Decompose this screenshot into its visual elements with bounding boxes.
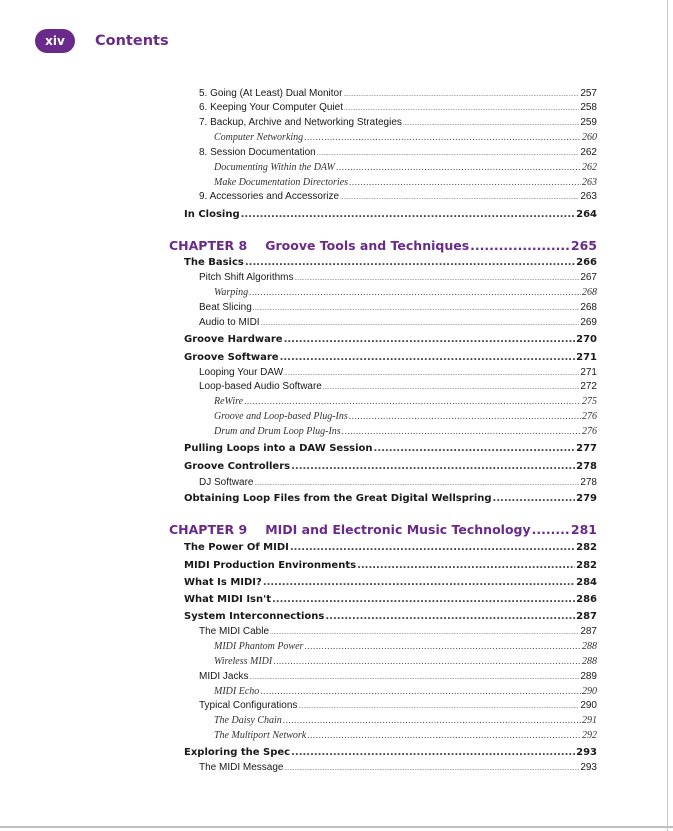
- toc-entry: [199, 302, 597, 313]
- toc-entry: [199, 117, 597, 128]
- toc-entry-title: MIDI Jacks: [199, 671, 249, 682]
- dot-leader: [325, 611, 575, 622]
- toc-page-number: 289: [580, 671, 597, 682]
- dot-leader: [307, 731, 581, 741]
- chapter-title: MIDI and Electronic Music Technology: [265, 522, 531, 537]
- toc-entry-title: Audio to MIDI: [199, 317, 260, 328]
- toc-entry: [199, 671, 597, 682]
- toc-entry: [199, 147, 597, 158]
- dot-leader: [291, 461, 575, 472]
- toc-entry: [184, 493, 597, 504]
- toc-page-number: 286: [576, 594, 597, 605]
- dot-leader: [304, 133, 581, 143]
- dot-leader: [241, 209, 576, 220]
- toc-entry-title: 9. Accessories and Accessorize: [199, 191, 340, 202]
- toc-entry-title: Make Documentation Directories: [214, 177, 349, 188]
- toc-entry-title: Groove Hardware: [184, 334, 283, 345]
- toc-entry-title: 5. Going (At Least) Dual Monitor: [199, 88, 343, 99]
- toc-entry: [184, 594, 597, 605]
- chapter-heading: [169, 239, 469, 253]
- toc-page-number: 293: [576, 747, 597, 758]
- toc-page-number: 271: [580, 367, 597, 378]
- dot-leader: [304, 642, 581, 652]
- dot-leader: [294, 276, 579, 283]
- dot-leader: [470, 239, 570, 253]
- toc-page-number: 282: [576, 542, 597, 553]
- toc-page-number: 258: [580, 102, 597, 113]
- toc-chapter-row: [169, 523, 597, 537]
- chapter-number: CHAPTER 8: [169, 238, 248, 253]
- toc-entry: [184, 257, 597, 268]
- page-edge: [667, 0, 668, 831]
- toc-entry-title: Obtaining Loop Files from the Great Digital Wellspring: [184, 493, 492, 504]
- toc-page-number: 287: [580, 626, 597, 637]
- dot-leader: [261, 321, 580, 328]
- toc-entry-title: Beat Slicing: [199, 302, 252, 313]
- toc-page-number: 266: [576, 257, 597, 268]
- toc-page-number: 257: [580, 88, 597, 99]
- toc-entry-title: MIDI Echo: [214, 686, 260, 697]
- dot-leader: [493, 493, 576, 504]
- toc-entry: [214, 715, 597, 726]
- toc-entry: [199, 367, 597, 378]
- toc-page-number: 263: [582, 177, 597, 188]
- toc-page-number: 290: [580, 700, 597, 711]
- toc-entry-title: The MIDI Cable: [199, 626, 270, 637]
- dot-leader: [343, 92, 579, 99]
- toc-page-number: 265: [570, 238, 597, 253]
- toc-entry-title: MIDI Phantom Power: [214, 641, 304, 652]
- dot-leader: [245, 257, 575, 268]
- toc-entry-title: The Multiport Network: [214, 730, 307, 741]
- toc-page-number: 264: [576, 209, 597, 220]
- dot-leader: [323, 385, 579, 392]
- toc-page-number: 278: [576, 461, 597, 472]
- toc-entry-title: MIDI Production Environments: [184, 560, 357, 571]
- toc-entry-title: Groove and Loop-based Plug-Ins: [214, 411, 348, 422]
- dot-leader: [263, 577, 575, 588]
- toc-entry-title: Groove Software: [184, 352, 279, 363]
- toc-entry-title: Groove Controllers: [184, 461, 291, 472]
- toc-entry-title: The Daisy Chain: [214, 715, 282, 726]
- toc-page-number: 267: [580, 272, 597, 283]
- toc-page-number: 259: [580, 117, 597, 128]
- dot-leader: [357, 560, 575, 571]
- toc-entry-title: What MIDI Isn't: [184, 594, 271, 605]
- dot-leader: [273, 657, 581, 667]
- toc-entry: [214, 641, 597, 652]
- toc-page-number: 271: [576, 352, 597, 363]
- toc-page-number: 268: [582, 287, 597, 298]
- toc-page-number: 262: [582, 162, 597, 173]
- toc-entry: [214, 287, 597, 298]
- toc-page-number: 269: [580, 317, 597, 328]
- toc-entry: [199, 762, 597, 773]
- page-number-badge: xiv: [35, 29, 75, 53]
- dot-leader: [260, 687, 581, 697]
- toc-page-number: 278: [580, 477, 597, 488]
- toc-entry: [214, 177, 597, 188]
- dot-leader: [290, 542, 575, 553]
- running-head-title: Contents: [95, 33, 169, 49]
- dot-leader: [270, 630, 579, 637]
- toc-entry: [214, 686, 597, 697]
- toc-page-number: 260: [582, 132, 597, 143]
- toc-entry-title: Computer Networking: [214, 132, 304, 143]
- dot-leader: [317, 151, 580, 158]
- toc-entry-title: ReWire: [214, 396, 244, 407]
- toc-page-number: 288: [582, 656, 597, 667]
- toc-entry: [184, 334, 597, 345]
- toc-entry-title: Warping: [214, 287, 249, 298]
- toc-page-number: 287: [576, 611, 597, 622]
- toc-page-number: 263: [580, 191, 597, 202]
- toc-entry: [214, 426, 597, 437]
- toc-page-number: 281: [570, 522, 597, 537]
- toc-page-number: 275: [582, 396, 597, 407]
- toc-entry-title: Drum and Drum Loop Plug-Ins: [214, 426, 341, 437]
- toc-entry: [184, 443, 597, 454]
- page-header: [35, 29, 169, 53]
- toc-entry: [184, 560, 597, 571]
- dot-leader: [283, 716, 581, 726]
- toc-page-number: 279: [576, 493, 597, 504]
- dot-leader: [272, 594, 575, 605]
- toc-page-number: 262: [580, 147, 597, 158]
- toc-page-number: 276: [582, 426, 597, 437]
- toc-page-number: 292: [582, 730, 597, 741]
- dot-leader: [249, 288, 581, 298]
- dot-leader: [403, 121, 579, 128]
- toc-entry: [214, 396, 597, 407]
- page-edge: [0, 826, 673, 828]
- toc-entry-title: 7. Backup, Archive and Networking Strategies: [199, 117, 402, 128]
- toc-page-number: 277: [576, 443, 597, 454]
- toc-page-number: 282: [576, 560, 597, 571]
- toc-entry-title: What Is MIDI?: [184, 577, 262, 588]
- toc-page-number: 272: [580, 381, 597, 392]
- dot-leader: [284, 334, 576, 345]
- toc-entry-title: Looping Your DAW: [199, 367, 284, 378]
- toc-entry: [184, 611, 597, 622]
- toc-entry: [199, 272, 597, 283]
- toc-page-number: 293: [580, 762, 597, 773]
- toc-entry: [214, 411, 597, 422]
- toc-page-number: 268: [580, 302, 597, 313]
- dot-leader: [284, 766, 579, 773]
- chapter-title: Groove Tools and Techniques: [265, 238, 470, 253]
- toc-page-number: 276: [582, 411, 597, 422]
- toc-entry: [214, 132, 597, 143]
- toc-page-number: 291: [582, 715, 597, 726]
- toc-entry: [184, 747, 597, 758]
- toc-page-number: 270: [576, 334, 597, 345]
- toc-entry: [199, 381, 597, 392]
- toc-entry-title: Pulling Loops into a DAW Session: [184, 443, 373, 454]
- toc-entry-title: The Power Of MIDI: [184, 542, 289, 553]
- toc-entry-title: Typical Configurations: [199, 700, 298, 711]
- dot-leader: [344, 106, 579, 113]
- toc-entry: [214, 656, 597, 667]
- dot-leader: [291, 747, 575, 758]
- toc-entry-title: DJ Software: [199, 477, 254, 488]
- toc-entry: [184, 577, 597, 588]
- toc-page-number: 288: [582, 641, 597, 652]
- toc-entry-title: System Interconnections: [184, 611, 325, 622]
- toc-entry: [199, 317, 597, 328]
- dot-leader: [340, 195, 579, 202]
- dot-leader: [280, 352, 576, 363]
- dot-leader: [532, 523, 570, 537]
- toc-entry: [199, 477, 597, 488]
- dot-leader: [374, 443, 576, 454]
- toc-entry: [184, 352, 597, 363]
- toc-entry-title: 8. Session Documentation: [199, 147, 316, 158]
- toc-entry: [199, 88, 597, 99]
- toc-entry: [214, 730, 597, 741]
- toc-entry: [199, 626, 597, 637]
- toc-entry: [199, 700, 597, 711]
- chapter-number: CHAPTER 9: [169, 522, 248, 537]
- toc-entry-title: Pitch Shift Algorithms: [199, 272, 294, 283]
- dot-leader: [284, 371, 579, 378]
- dot-leader: [249, 675, 579, 682]
- dot-leader: [253, 306, 580, 313]
- toc-entry: [184, 461, 597, 472]
- toc-entry: [184, 209, 597, 220]
- toc-chapter-row: [169, 239, 597, 253]
- toc-entry: [214, 162, 597, 173]
- dot-leader: [244, 397, 581, 407]
- toc-entry-title: Exploring the Spec: [184, 747, 291, 758]
- toc-entry-title: The Basics: [184, 257, 244, 268]
- dot-leader: [298, 704, 579, 711]
- dot-leader: [336, 163, 581, 173]
- toc-page-number: 284: [576, 577, 597, 588]
- toc-entry-title: Documenting Within the DAW: [214, 162, 335, 173]
- toc-entry-title: Loop-based Audio Software: [199, 381, 322, 392]
- dot-leader: [349, 412, 581, 422]
- toc-entry: [199, 102, 597, 113]
- toc-entry: [184, 542, 597, 553]
- dot-leader: [349, 178, 581, 188]
- toc-entry-title: Wireless MIDI: [214, 656, 273, 667]
- toc-entry-title: 6. Keeping Your Computer Quiet: [199, 102, 343, 113]
- dot-leader: [342, 427, 581, 437]
- dot-leader: [254, 481, 579, 488]
- chapter-heading: [169, 523, 531, 537]
- toc-page-number: 290: [582, 686, 597, 697]
- toc-entry: [199, 191, 597, 202]
- toc-entry-title: The MIDI Message: [199, 762, 284, 773]
- toc-entry-title: In Closing: [184, 209, 240, 220]
